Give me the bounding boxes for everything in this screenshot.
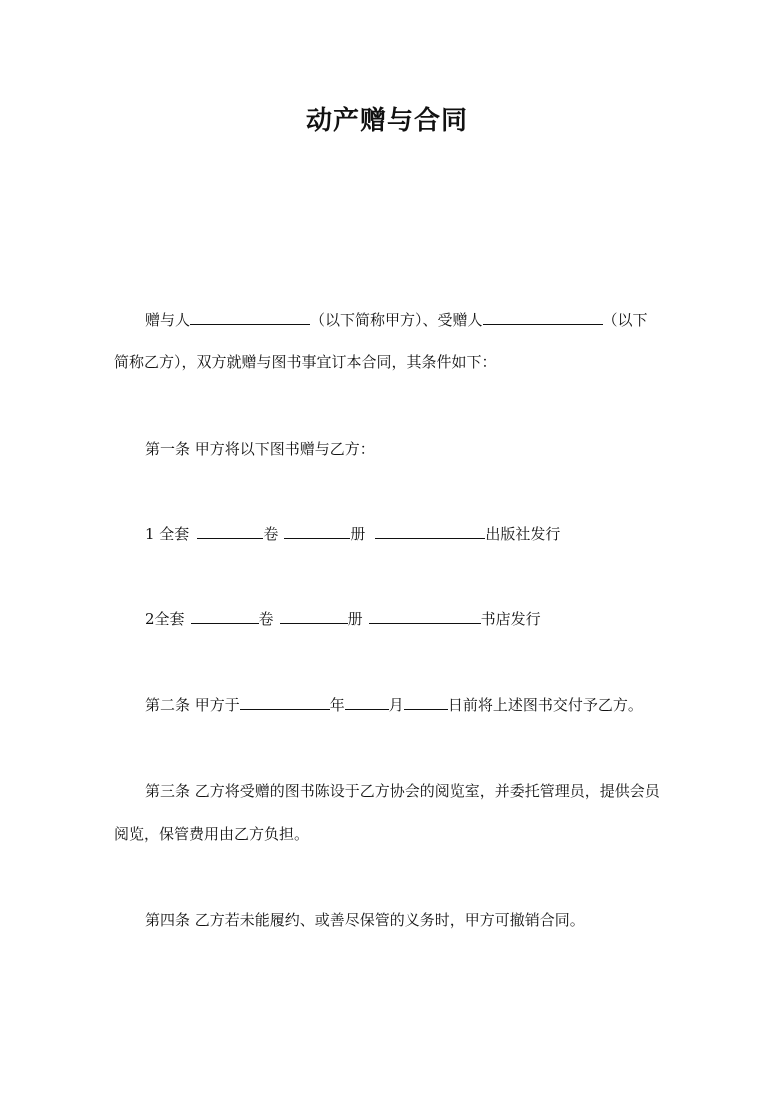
intro-end-text: （以下 [602, 311, 648, 329]
donor-blank[interactable] [190, 310, 310, 325]
item-2-volumes-blank[interactable] [191, 609, 259, 624]
article-3-line-1: 第三条 乙方将受赠的图书陈设于乙方协会的阅览室，并委托管理员，提供会员 [145, 782, 660, 800]
article-1-heading: 第一条 甲方将以下图书赠与乙方： [145, 440, 375, 458]
item-1-publisher-blank[interactable] [375, 524, 485, 539]
item-1-volume-label: 卷 [263, 525, 279, 543]
item-1-publisher-label: 出版社发行 [485, 525, 561, 543]
item-1-number: 1 全套 [145, 525, 190, 543]
article-3-line-2: 阅览，保管费用由乙方负担。 [114, 825, 310, 843]
year-blank[interactable] [240, 695, 330, 710]
donee-blank[interactable] [483, 310, 603, 325]
article-1-item-2 [145, 608, 541, 630]
donor-label: 赠与人 [145, 311, 191, 329]
article-1-item-1 [145, 523, 560, 545]
item-2-number: 2全套 [145, 610, 185, 628]
month-label: 月 [388, 696, 404, 714]
intro-mid-text: （以下简称甲方）、受赠人 [310, 311, 483, 329]
year-label: 年 [329, 696, 345, 714]
item-1-volumes-blank[interactable] [197, 524, 263, 539]
item-2-book-label: 册 [347, 610, 363, 628]
article-2-suffix: 日前将上述图书交付予乙方。 [447, 696, 643, 714]
intro-line-2: 简称乙方），双方就赠与图书事宜订本合同，其条件如下： [114, 353, 497, 371]
day-blank[interactable] [404, 695, 448, 710]
item-2-volume-label: 卷 [258, 610, 274, 628]
intro-line-1 [145, 309, 648, 331]
month-blank[interactable] [345, 695, 389, 710]
article-4: 第四条 乙方若未能履约、或善尽保管的义务时，甲方可撤销合同。 [145, 911, 585, 929]
item-2-publisher-blank[interactable] [369, 609, 481, 624]
item-2-publisher-label: 书店发行 [480, 610, 541, 628]
document-title: 动产赠与合同 [305, 106, 468, 136]
item-2-books-blank[interactable] [280, 609, 348, 624]
article-2-prefix: 第二条 甲方于 [145, 696, 240, 714]
item-1-books-blank[interactable] [284, 524, 350, 539]
item-1-book-label: 册 [350, 525, 366, 543]
article-2 [145, 694, 643, 716]
